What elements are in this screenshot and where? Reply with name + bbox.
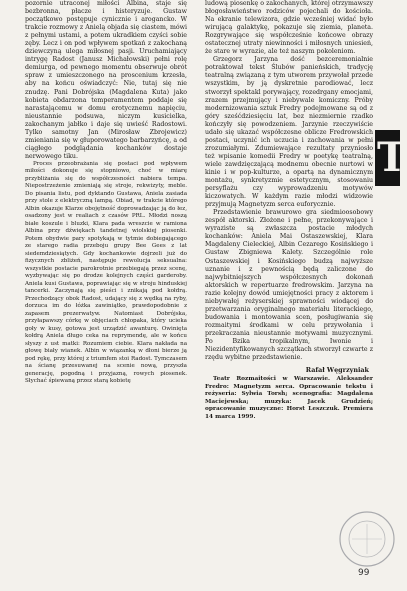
left-column <box>25 0 187 386</box>
page-number: 99 <box>358 568 370 578</box>
production-credits: Teatr Rozmaitości w Warszawie. Aleksander Fredro: Magnetyzm serca. Opracowanie tekstu i reżyseria: Sylwia Torsh; scenografia: Magdalena Maciejewska; muzyka: Jacek Grudzień; opracowanie muzyczne: Horst Leszczuk. Premiera 14 marca 1999. <box>205 376 373 421</box>
left-paragraph: Proces przeobrażania się postaci pod wpływem miłości dokonuje się stopniowo, choć w miarę przybliżania się do współczesności nabiera tempa. Niepostrzeżenie zmieniają się stroje, rekwizyty, meble. Do pisania listu, pod dyktando Gustawa, Aniela zasiada przy stole z elektryczną lampą. Obiad, w trakcie którego Albin okazuje Klarze obojętność doprowadzając ją do łez, osadzony jest w realiach z czasów PRL. Młodzi noszą białe koszule i bluzki, Klara pada wreszcie w ramiona Albina przy dźwiękach tandetnej wiolskiej piosenki. Potem obydwie pary spotykają w tytmie dobiegającego ze starego radia przeboju grupy Bee Gees z lat siedemdziesiątych. Gdy kochankowie dojrzeli już do fizycznych zbliżeń, następuje rewolucja seksualna: wszystkie postacie parokrotnie przebiegają przez scenę, wyzbywając się po drodze kolejnych części garderoby. Aniela kusi Gustawa, poprawiając się w stroju hinduskiej tancerki. Zaczynają się pieści i znikają pod kołdrą. Przechodzący obok Radost, udający się z wędką na ryby, dorzuca im do łóżka zawiniątko, prawdopodobnie z zapasem prezerwatyw. Natomiast Dobrójska, przyłapawszy córkę w objęciach chłopaka, który ucieka goły w kusy, gotowa jest urządzić awanturę. Owinięta kołdrą Aniela długo ceka na reprymendę, ale w końcu słyszy z ust matki: Rozumiem ciebie. Klara nakłada na głowę biały wianek. Albin w wiązanką w dłoni bierze ją pod rękę, przy której z triumfem stoi Radost. Tymczasem na ścianę przesuwanej na scenie nową, przyszła generację, pogodną i przyjazną, rowych piosenek. Słychać śpiewaną przez starą kobietę <box>25 160 187 385</box>
right-paragraph: Grzegorz Jarzyna dość bezceremonialnie potraktował tekst Ślubów panieńskich, tradycję teatralną związaną z tym utworem przywołał przede wszystkim, by ją dyskretnie parodiować, lecz stworzył spektakl porywający, rozedrgany emocjami, zrazem przejmujący i niebywale komiczny. Próby modernizowania sztuk Fredry podejmowane są od z góry sześćdziesięciu lat, bez niezmiernie rzadko kończyły się powodzeniem. Jarzynie rzeczywiście udało się ukazać współczesne oblicze Fredrowskich postaci, uczynić ich uczucia i zachowania w pełni zrozumiałymi. Zdumiewające rezultaty przyniosło też wpisanie komedii Fredry w poetykę teatralną, wiele zawdzięczającą modnemu obecnie nurtowi w kinie i w pop-kulturze, a opartą na dynamicznym montażu, synkretyzmie estetycznym, stosowaniu persyflażu czy wyprowadzeniu motywów kiczowatych. W każdym razie młodzi widzowie przyjmują Magnetyzm serca euforycznie. <box>205 56 373 209</box>
right-paragraph: Przedstawienie brawurowo gra siedmioosobowy zespół aktorski. Złożone i pełne, przekonywające i wyraziste są zwłaszcza postacie młodych kochanków: Aniela Mai Ostaszewskiej, Klara Magdaleny Cieleckiej, Albin Cezarego Kosińskiego i Gustaw Zbigniewa Kalety. Szczególnie role Ostaszewskiej i Kosińskiego budzą najwyższe uznanie i z pewnością będą zaliczone do najwybitniejszych współczesnych dokonań aktorskich w repertuarze fredrowskim. Jarzyna na razie kolejny dowód umiejętności pracy z aktorem i niebywałej reżyserskiej sprawności wiodącej do przetwarzania oryginalnego materiału literackiego, budowania i montowania scen, posługiwania się rozmaitymi środkami w celu przywołania i przekraczania nieustannie motywami muzycznymi. Po Bzika tropikalnym, Iwonie i Niezidentyfikowanych szczątkach stworzył czwarte z rzędu wybitne przedstawienie. <box>205 209 373 362</box>
left-paragraph: pozornie utraconej miłości Albina, staje się bezbronna, płacze i histeryzuje. Gustaw początkowo postępuje cynicznie i aroganckо. W trakcie rozmowy z Anielą objada się ciastem, mówi z pełnymi ustami, a potem ukradkiem czyści sobie zęby. Lecz i on pod wpływem spotkań z zakochaną dziewczyną ulega miłosnej pasji. Uruchamiający intrygę Radost (Janusz Michałowski) pełni rolę demiurga, od pewnego momentu obserwuje obrót spraw z umieszczonego na proscenium krzesła, aby na końcu oświadczyć: Nie, tutaj się nie znudzę. Pani Dobrójska (Magdalena Kuta) jako kobieta obdarzona temperamentem poddaje się narastającemu w domu erotycznemu napięciu, nieustannie podsuwa, niczym kusicielka, zakochanym jabłko i daje się uwieść Radostowi. Tylko samotny Jan (Mirosław Zbrojewicz) zmieniania się w głuporowatego barbarzyńcę, a od ciągłego podglądania kochanków dostaje nerwowego tiku. <box>25 0 187 160</box>
right-column <box>205 0 373 422</box>
author-signature: Rafał Węgrzyniak <box>305 366 369 375</box>
section-tab-letter: T <box>377 134 407 181</box>
library-stamp <box>338 510 396 568</box>
right-paragraph: ludową piosenkę o zakochanych, której otrzymawszy błogosławieństwo rodziców pojechali do kościoła. Na ekranie telewizora, gdzie wcześniej widać było wirującą galaktykę, pokazuje się ziemia, planeta. Rozgrywające się współcześnie końcowe obrazy ostatecznej utraty niewinności i miłosnych uniesień, że stare w wyrazie, ale też naszym pokoleniom. <box>205 0 373 56</box>
